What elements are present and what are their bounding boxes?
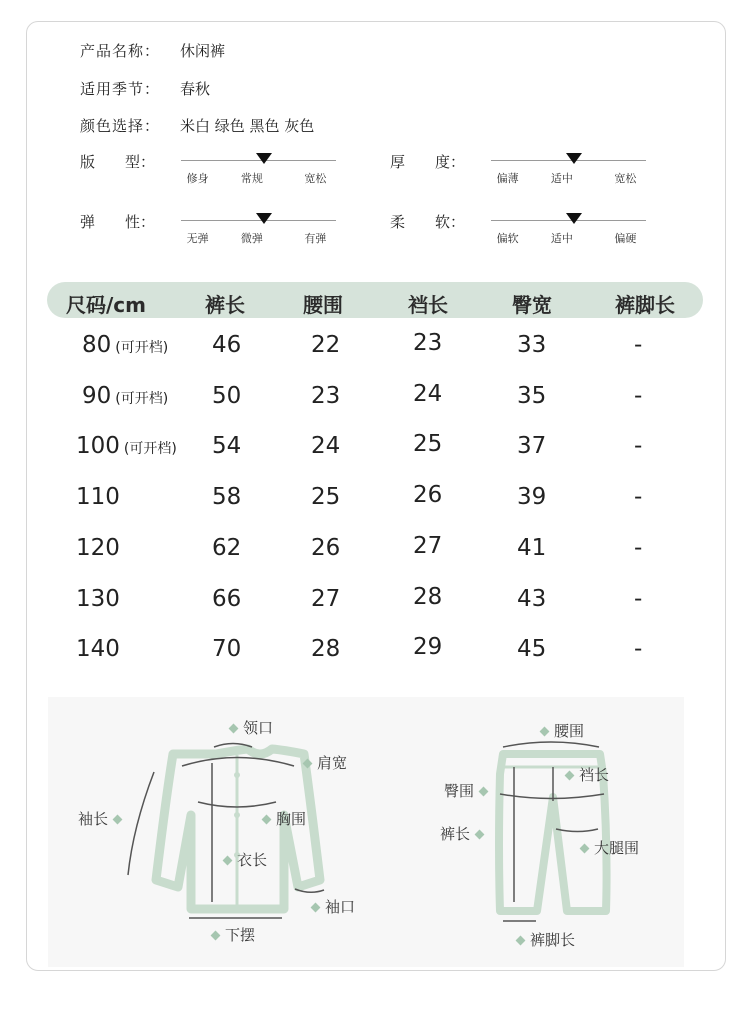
scale-label: 常规 (240, 172, 263, 185)
scale-label: 宽松 (614, 172, 637, 185)
scale-marker (256, 153, 272, 164)
cell-leg-opening: - (634, 585, 643, 612)
col-header-size: 尺码/cm (66, 293, 146, 317)
label-cuff: 袖口 (306, 896, 355, 917)
col-header-length: 裤长 (205, 293, 245, 317)
cell-leg-opening: - (634, 534, 643, 561)
season-value: 春秋 (180, 80, 211, 98)
cell-waist: 25 (311, 484, 341, 511)
cell-size: 90 (可开档) (82, 382, 169, 409)
scale-label: 宽松 (304, 172, 327, 185)
cell-hip: 45 (517, 636, 547, 663)
thickness-scale (491, 150, 646, 190)
spec-thickness-key: 厚 度： (390, 153, 466, 171)
fit-scale (181, 150, 336, 190)
cell-hip: 35 (517, 382, 547, 409)
spec-elasticity-key: 弹 性： (80, 213, 156, 231)
scale-label: 微弹 (240, 232, 263, 245)
cell-length: 58 (212, 484, 242, 511)
cell-rise: 24 (413, 380, 443, 407)
cell-size: 130 (76, 585, 120, 612)
cell-waist: 27 (311, 585, 341, 612)
col-header-rise: 裆长 (408, 293, 448, 317)
cell-waist: 22 (311, 332, 341, 358)
scale-marker (566, 213, 582, 224)
cell-leg-opening: - (634, 332, 643, 358)
label-hip: 臀围 (444, 780, 493, 801)
scale-label: 偏薄 (496, 172, 519, 185)
softness-scale (491, 210, 646, 250)
scale-label: 偏硬 (614, 232, 637, 245)
product-name-row (80, 40, 225, 61)
col-header-waist: 腰围 (303, 293, 343, 317)
cell-hip: 41 (517, 534, 547, 561)
cell-size: 140 (76, 636, 120, 663)
cell-length: 50 (212, 382, 242, 409)
scale-label: 适中 (550, 232, 573, 245)
cell-rise: 26 (413, 482, 443, 509)
col-header-leg-opening: 裤脚长 (615, 293, 675, 317)
spec-fit-key: 版 型： (80, 153, 156, 171)
cell-hip: 43 (517, 585, 547, 612)
scale-marker (256, 213, 272, 224)
scale-label: 适中 (550, 172, 573, 185)
season-key: 适用季节： (80, 80, 161, 98)
season-row (80, 78, 210, 99)
cell-length: 70 (212, 636, 242, 663)
scale-label: 偏软 (496, 232, 519, 245)
size-note: (可开档) (115, 390, 169, 407)
label-collar: 领口 (224, 717, 273, 738)
shirt-measure-lines (128, 744, 324, 919)
cell-rise: 23 (413, 330, 443, 356)
label-sleeve: 袖长 (78, 808, 127, 829)
cell-length: 46 (212, 332, 242, 358)
cell-waist: 23 (311, 382, 341, 409)
cell-waist: 26 (311, 534, 341, 561)
label-waist: 腰围 (535, 720, 584, 741)
cell-leg-opening: - (634, 382, 643, 409)
size-note: (可开档) (115, 340, 169, 356)
cell-size: 110 (76, 484, 120, 511)
color-value: 米白 绿色 黑色 灰色 (180, 117, 315, 135)
scale-marker (566, 153, 582, 164)
scale-label: 修身 (186, 172, 209, 185)
size-note: (可开档) (123, 441, 177, 458)
spec-softness-key: 柔 软： (390, 213, 466, 231)
scale-label: 有弹 (304, 232, 327, 245)
label-length: 衣长 (218, 849, 267, 870)
cell-hip: 37 (517, 433, 547, 460)
cell-rise: 27 (413, 532, 443, 559)
cell-size: 80 (可开档) (82, 332, 169, 358)
cell-hip: 33 (517, 332, 547, 358)
cell-length: 54 (212, 433, 242, 460)
product-name-value: 休闲裤 (180, 42, 226, 60)
cell-leg-opening: - (634, 433, 643, 460)
cell-rise: 29 (413, 634, 443, 661)
cell-rise: 25 (413, 431, 443, 458)
product-name-key: 产品名称： (80, 42, 161, 60)
cell-rise: 28 (413, 583, 443, 610)
cell-waist: 24 (311, 433, 341, 460)
label-leg-opening: 裤脚长 (511, 929, 575, 950)
col-header-hip: 臀宽 (512, 293, 552, 317)
garment-illustration (48, 697, 684, 967)
cell-waist: 28 (311, 636, 341, 663)
scale-label: 无弹 (186, 232, 209, 245)
cell-length: 62 (212, 534, 242, 561)
cell-hip: 39 (517, 484, 547, 511)
cell-size: 100 (可开档) (76, 433, 177, 460)
label-thigh: 大腿围 (575, 837, 639, 858)
label-shoulder: 肩宽 (298, 752, 347, 773)
label-chest: 胸围 (257, 808, 306, 829)
label-inseam: 裤长 (440, 823, 489, 844)
elasticity-scale (181, 210, 336, 250)
color-key: 颜色选择： (80, 117, 161, 135)
cell-length: 66 (212, 585, 242, 612)
label-rise: 裆长 (560, 764, 609, 785)
label-hem: 下摆 (206, 924, 255, 945)
cell-leg-opening: - (634, 484, 643, 511)
cell-size: 120 (76, 534, 120, 561)
color-row (80, 115, 314, 136)
measurement-diagram (48, 697, 684, 967)
cell-leg-opening: - (634, 636, 643, 663)
